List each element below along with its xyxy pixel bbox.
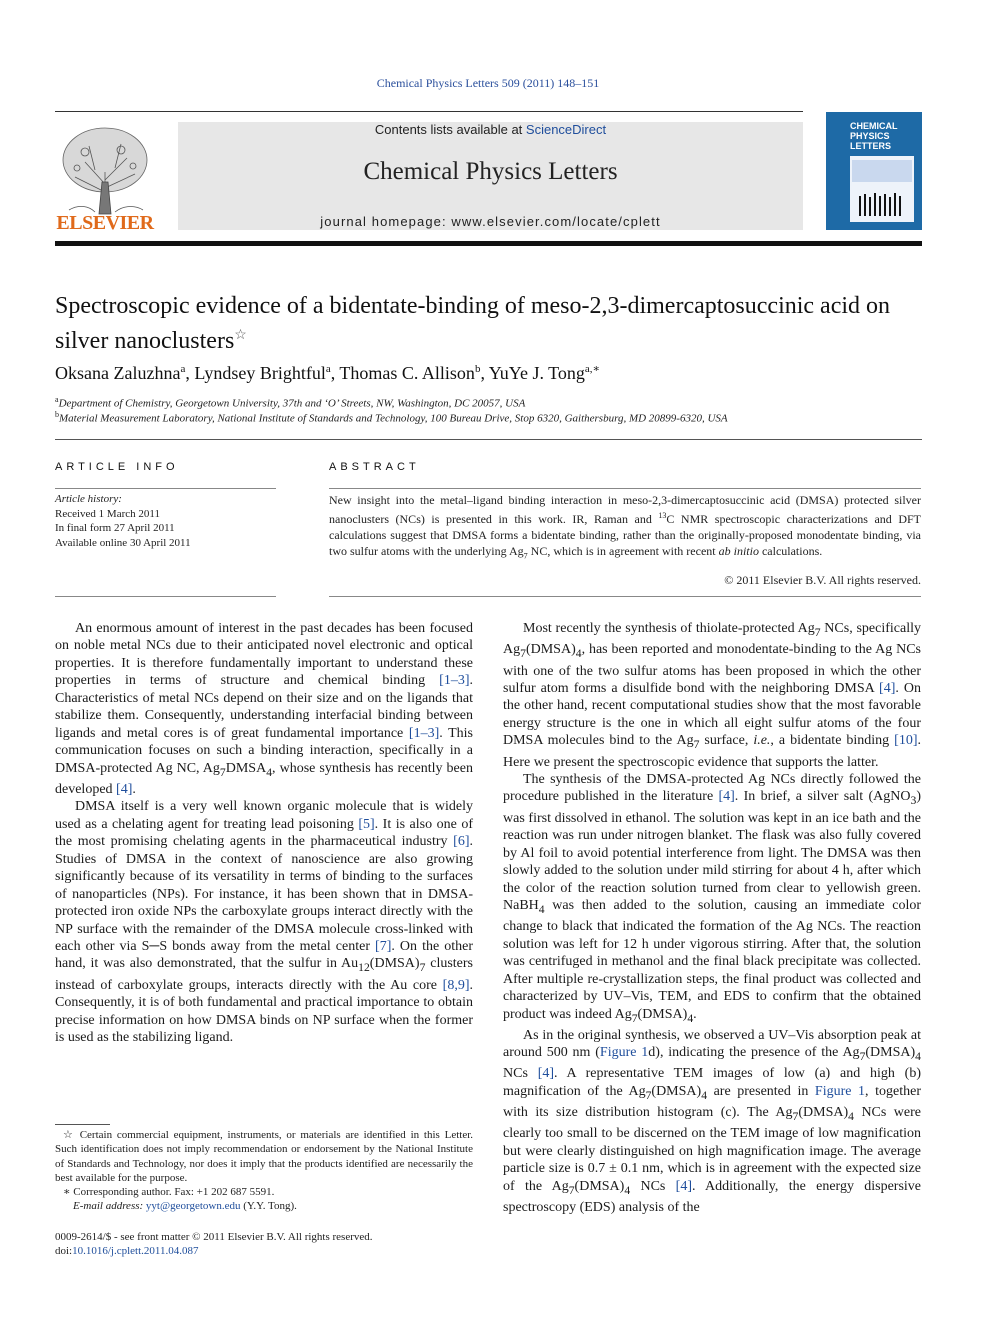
author-list: Oksana Zaluzhna$^a$, Lyndsey Brightful$^a$, Thomas C. Allison$^b$, YuYe J. Tong$^{a,∗}$ xyxy=(55,363,600,383)
text: (DMSA) xyxy=(651,1083,702,1099)
text: The synthesis of the DMSA-protected Ag NCs directly followed the procedure published in the literature xyxy=(503,772,921,805)
publisher-wordmark: ELSEVIER xyxy=(56,212,154,234)
affiliation-rule xyxy=(55,439,922,440)
body-paragraph xyxy=(503,771,921,1027)
reference-link[interactable]: [4] xyxy=(879,680,896,696)
text: (DMSA) xyxy=(798,1105,849,1121)
cover-title-line-3: LETTERS xyxy=(850,141,892,151)
text: As in the original synthesis, we observed a UV–Vis absorption peak at around 500 nm ( xyxy=(503,1027,921,1061)
footnote-rule xyxy=(55,1124,110,1125)
text: , a bidentate binding xyxy=(770,733,895,749)
subscript: 7 xyxy=(419,961,426,975)
journal-homepage-link[interactable]: journal homepage: www.elsevier.com/locate/cplett xyxy=(320,214,661,229)
reference-link[interactable]: [5] xyxy=(358,816,375,832)
journal-title: Chemical Physics Letters xyxy=(363,158,618,185)
abstract-italic: ab initio xyxy=(718,544,759,558)
subscript: 4 xyxy=(538,902,545,916)
text: surface, xyxy=(699,733,754,749)
article-info-heading: ARTICLE INFO xyxy=(55,461,179,473)
text: . xyxy=(132,781,136,797)
reference-link[interactable]: [1–3] xyxy=(439,673,470,689)
abstract-heading: ABSTRACT xyxy=(329,461,420,473)
abstract-top-rule xyxy=(329,488,921,489)
cover-title-line-2: PHYSICS xyxy=(850,131,890,141)
text: . On the other hand, it was also demonstrated, that the sulfur in Au xyxy=(55,938,473,972)
abstract-copyright: © 2011 Elsevier B.V. All rights reserved. xyxy=(724,573,921,587)
body-column-left xyxy=(55,620,473,1046)
article-title xyxy=(55,292,935,356)
article-history xyxy=(55,492,285,550)
author-affil-mark[interactable]: a xyxy=(325,363,331,375)
contents-line xyxy=(178,122,803,137)
subscript: 12 xyxy=(358,961,370,975)
abstract-part: New insight into the metal–ligand binding interaction in meso-2,3-dimercaptosuccinic acid (DMSA) protected silver nanoclusters (NCs) is presented in this work. IR, Raman and xyxy=(329,493,921,526)
abstract-part: C NMR spectroscopic characterizations and DFT calculations suggest that DMSA forms a bidentate binding, rather than the originally-proposed monodentate binding, via two sulfur atoms with the underlying Ag xyxy=(329,512,921,558)
footnote-text: (Y.Y. Tong). xyxy=(240,1200,297,1213)
subscript: 7 xyxy=(645,1088,652,1102)
footnote-text: Corresponding author. Fax: +1 202 687 5591. xyxy=(73,1186,275,1199)
reference-link[interactable]: [4] xyxy=(718,789,735,805)
subscript: 4 xyxy=(687,1011,694,1025)
reference-link[interactable]: [4] xyxy=(675,1178,692,1194)
history-online: Available online 30 April 2011 xyxy=(55,536,191,549)
email-label: E-mail address: xyxy=(73,1200,146,1213)
footnotes xyxy=(55,1128,473,1214)
body-paragraph xyxy=(503,1027,921,1217)
subscript: 7 xyxy=(792,1109,799,1123)
reference-link[interactable]: [10] xyxy=(894,733,918,749)
text: NCs, specifically Ag xyxy=(503,621,922,658)
history-received: Received 1 March 2011 xyxy=(55,507,160,520)
doi-link[interactable]: 10.1016/j.cplett.2011.04.087 xyxy=(72,1245,199,1257)
author-name[interactable]: Oksana Zaluzhna xyxy=(55,363,181,383)
footnote-email xyxy=(55,1199,473,1213)
cover-graphic-icon xyxy=(850,156,914,222)
text: (DMSA) xyxy=(865,1045,916,1061)
abstract-part: NC, which is in agreement with recent xyxy=(527,544,719,558)
header-thick-rule xyxy=(55,241,922,246)
article-history-label: Article history: xyxy=(55,493,122,505)
issn-line: 0009-2614/$ - see front matter © 2011 Elsevier B.V. All rights reserved. xyxy=(55,1231,373,1243)
contents-prefix: Contents lists available at xyxy=(374,122,526,137)
reference-link[interactable]: [4] xyxy=(537,1066,555,1082)
affiliation-a xyxy=(55,395,935,410)
journal-cover-thumbnail xyxy=(826,112,922,230)
doi-prefix: doi: xyxy=(55,1245,73,1257)
text: Most recently the synthesis of thiolate-protected Ag xyxy=(523,621,815,636)
subscript: 4 xyxy=(575,647,582,661)
text: . Studies of DMSA in the context of nanoscience are also growing significantly because of its versatility in terms of binding to the surfaces of nanoparticles (NPs). For instance, it has been shown that in DMSA-protected iron oxide NPs the carboxylate groups interact directly with the NP surface with the remainder of the DMSA molecule cross-linked with each other via S─S bonds away from the metal center xyxy=(55,834,473,954)
abstract-sup: 13 xyxy=(658,511,667,520)
abstract-part: calculations. xyxy=(758,544,823,558)
abstract-text xyxy=(329,492,921,564)
article-info-bottom-rule xyxy=(55,596,276,597)
elsevier-logo xyxy=(55,122,155,234)
text: . This communication focuses on such a binding interaction, specifically in a DMSA-protected Ag NC, Ag xyxy=(55,725,474,776)
text: (DMSA) xyxy=(525,642,576,658)
reference-link[interactable]: [7] xyxy=(375,938,392,954)
sciencedirect-link[interactable]: ScienceDirect xyxy=(525,122,607,137)
subscript: 4 xyxy=(701,1088,708,1102)
text: ) was first dissolved in ethanol. The solution was kept in an ice bath and the reaction was run under nitrogen blanket. The flask was also fully covered by Al foil to avoid potential interference from light. The DMSA was then slowly added to the solution under mild stirring for about 4 h, after which the color of the reaction solution turned from clear to yellowish green. NaBH xyxy=(503,789,921,913)
subscript: 7 xyxy=(859,1050,866,1063)
doi-line xyxy=(55,1244,555,1258)
text: . Consequently, it is of both fundamental and practical importance to obtain precise information on how DMSA binds on NP surface when the former is used as the stabilizing ligand. xyxy=(55,977,473,1046)
text: . A representative TEM images of low (a) and high (b) magnification of the Ag xyxy=(503,1066,921,1099)
text: , has been reported and monodentate-binding to the Ag NCs with one of the two sulfur atoms has been proposed in which the other sulfur atom forms a disulfide bond with the neighboring DMSA xyxy=(503,642,921,696)
article-info-top-rule xyxy=(55,488,276,489)
text: are presented in xyxy=(707,1083,815,1099)
text: DMSA itself is a very well known organic molecule that is widely used as a chelating agent for treating lead poisoning xyxy=(55,799,473,832)
text: . Additionally, the energy dispersive spectroscopy (EDS) analysis of the xyxy=(503,1178,922,1216)
subscript: 7 xyxy=(520,647,526,661)
text: (DMSA) xyxy=(574,1178,625,1194)
history-final-form: In final form 27 April 2011 xyxy=(55,522,175,534)
subscript: 7 xyxy=(568,1183,575,1197)
journal-citation[interactable]: Chemical Physics Letters 509 (2011) 148–151 xyxy=(376,76,600,90)
subscript: 4 xyxy=(848,1109,854,1123)
header-rule xyxy=(55,111,803,112)
figure-link[interactable]: Figure 1 xyxy=(599,1045,649,1061)
cover-title xyxy=(850,121,898,151)
text: , together with its size distribution histogram (c). The Ag xyxy=(503,1083,921,1121)
affiliation-mark: b xyxy=(55,410,59,419)
italic-text: i.e. xyxy=(753,733,771,749)
subscript: 7 xyxy=(219,765,226,779)
author-affil-mark[interactable]: a,∗ xyxy=(584,363,600,375)
affiliation-mark: a xyxy=(55,395,59,404)
subscript: 3 xyxy=(910,794,917,808)
reference-link[interactable]: [1–3] xyxy=(408,725,440,741)
text: . On the other hand, recent computational studies show that the most favorable energy structure is the one in which all eight sulfur atoms of the four DMSA molecules bind to the Ag xyxy=(503,680,921,749)
footnote-mark: ∗ xyxy=(63,1186,71,1199)
author-name[interactable]: YuYe J. Tong xyxy=(488,363,585,383)
footnote-corresponding xyxy=(55,1185,473,1199)
text: d), indicating the presence of the Ag xyxy=(648,1045,860,1061)
title-footnote-mark[interactable]: ☆ xyxy=(234,328,247,343)
subscript: 4 xyxy=(915,1050,921,1063)
author-name[interactable]: Lyndsey Brightful xyxy=(194,363,326,383)
text: . Here we present the spectroscopic evidence that supports the latter. xyxy=(503,733,921,770)
subscript: 7 xyxy=(814,625,821,639)
text: NCs were clearly too small to be discerned on the TEM image of low magnification but were clearly distinguished on high magnification image. The average particle size is 0.7 ± 0.1 nm, which is in agreement with the expected size of the Ag xyxy=(503,1105,921,1194)
body-paragraph xyxy=(503,620,921,771)
body-paragraph xyxy=(55,798,473,1046)
text: NCs xyxy=(503,1066,538,1082)
abstract-sub: 7 xyxy=(523,551,528,561)
figure-link[interactable]: Figure 1 xyxy=(814,1083,866,1099)
footnote-text: Certain commercial equipment, instruments, or materials are identified in this Letter. Such identification does not imply recommendation or endorsement by the National Institute of Standards and Technology, nor does it imply that the products identified are necessarily the best available for the purpose. xyxy=(55,1129,474,1184)
text: . Characteristics of metal NCs depend on their size and on the ligands that stabilize them. Consequently, understanding interfacial binding between ligands and metal cores is of great fundamental importance xyxy=(55,673,473,741)
text: clusters instead of carboxylate groups, interacts directly with the Au core xyxy=(55,956,473,993)
author-name[interactable]: Thomas C. Allison xyxy=(339,363,475,383)
subscript: 4 xyxy=(266,765,273,779)
affiliation-b xyxy=(55,410,935,425)
body-column-right xyxy=(503,620,921,1216)
affiliation-text: Department of Chemistry, Georgetown University, 37th and ‘O’ Streets, NW, Washington, DC 20057, USA xyxy=(58,397,526,410)
page-footer xyxy=(55,1230,555,1258)
reference-link[interactable]: [6] xyxy=(453,834,470,850)
journal-banner xyxy=(178,122,803,230)
footnote-disclaimer xyxy=(55,1128,473,1185)
text: DMSA xyxy=(225,760,267,776)
text: An enormous amount of interest in the past decades has been focused on noble metal NCs due to their anticipated novel electronic and optical properties. It is therefore fundamentally important to understand these properties in terms of structure and chemical binding xyxy=(55,621,473,689)
text: was then added to the solution, causing an immediate color change to black that indicated the formation of the Ag NCs. The reaction solution was left for 12 h under vigorous stirring. After that, the solution was centrifuged in methanol and the final black precipitate was collected. After multiple re-crystallization steps, the final product was collected and characterized by UV–Vis, TEM, and EDS to confirm that the obtained product was indeed Ag xyxy=(503,897,921,1022)
footnote-mark: ☆ xyxy=(63,1129,75,1141)
author-affil-mark[interactable]: a xyxy=(180,363,186,375)
subscript: 7 xyxy=(693,738,700,752)
article-title-text: Spectroscopic evidence of a bidentate-binding of meso-2,3-dimercaptosuccinic acid on silver nanoclusters xyxy=(55,293,891,354)
text: (DMSA) xyxy=(637,1006,688,1022)
email-link[interactable]: yyt@georgetown.edu xyxy=(145,1200,241,1213)
affiliation-text: Material Measurement Laboratory, National Institute of Standards and Technology, 100 Bureau Drive, Stop 6320, Gaithersburg, MD 20899-6320, USA xyxy=(59,412,728,425)
text: . xyxy=(693,1006,697,1022)
text: . It is also one of the most promising chelating agents in the pharmaceutical industry xyxy=(55,816,473,850)
cover-title-line-1: CHEMICAL xyxy=(850,121,898,131)
author-affil-mark[interactable]: b xyxy=(474,363,481,375)
reference-link[interactable]: [4] xyxy=(116,781,133,797)
text: (DMSA) xyxy=(369,956,420,972)
abstract-bottom-rule xyxy=(329,596,921,597)
body-paragraph xyxy=(55,620,473,798)
text: NCs xyxy=(630,1178,676,1194)
text: , whose synthesis has recently been developed xyxy=(55,760,473,797)
reference-link[interactable]: [8,9] xyxy=(442,977,470,993)
subscript: 4 xyxy=(624,1183,631,1197)
text: . In brief, a silver salt (AgNO xyxy=(734,789,911,805)
subscript: 7 xyxy=(631,1011,638,1025)
